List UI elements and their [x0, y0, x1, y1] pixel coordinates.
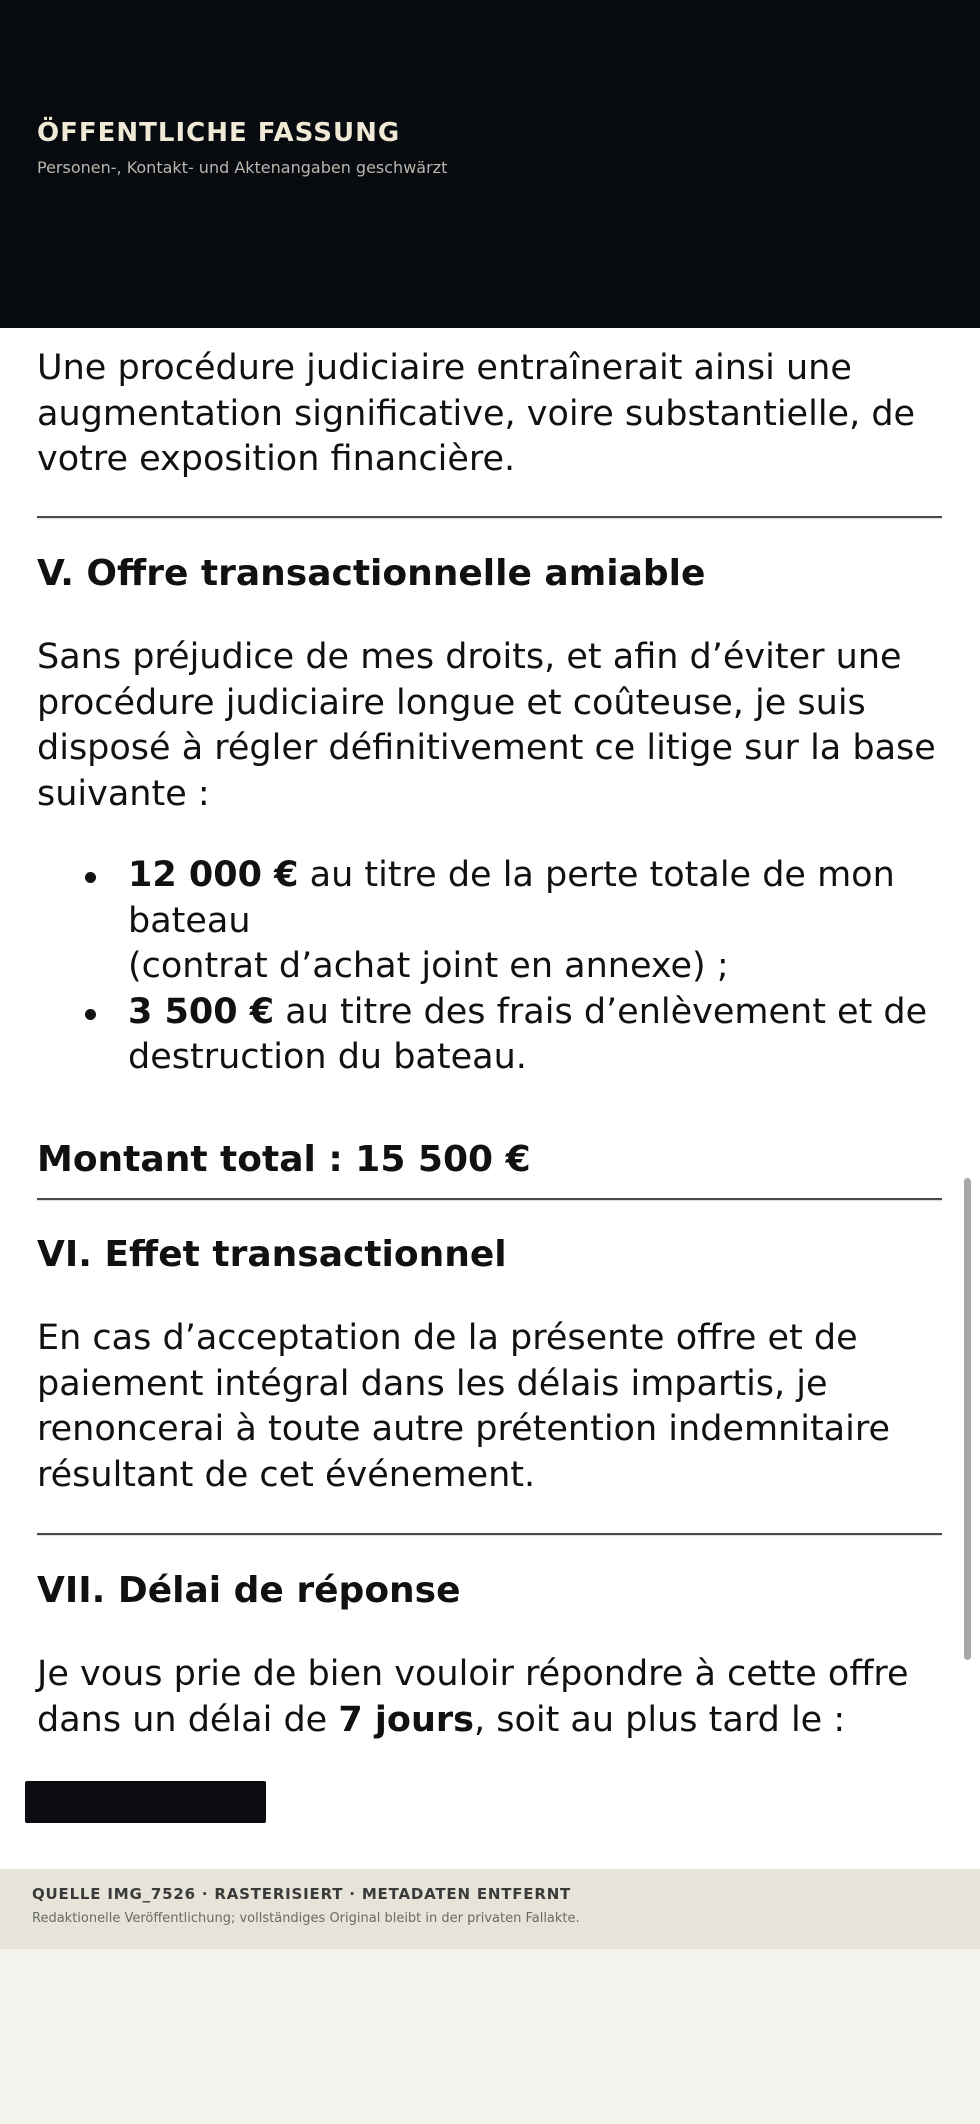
deadline-days: 7 jours — [338, 1699, 474, 1740]
item-amount: 12 000 € — [128, 855, 299, 895]
intro-paragraph: Une procédure judiciaire entraînerait ainsi une augmentation significative, voire substantielle, de votre exposition financière. — [37, 348, 916, 479]
redaction-block — [25, 1781, 266, 1823]
section-divider — [37, 1533, 942, 1535]
deadline-text-before: Je vous prie de bien vouloir répondre à cette offre dans un délai de — [37, 1654, 909, 1740]
section-6-heading: VI. Effet transactionnel — [37, 1234, 507, 1275]
total-amount: Montant total : 15 500 € — [37, 1139, 531, 1180]
document-page — [0, 328, 980, 1869]
section-5-heading: V. Offre transactionnelle amiable — [37, 553, 706, 594]
section-7-paragraph — [37, 1652, 942, 1743]
footer-subtitle: Redaktionelle Veröffentlichung; vollständiges Original bleibt in der privaten Fallakte. — [32, 1911, 580, 1926]
bullet-icon — [85, 872, 96, 883]
section-7-heading: VII. Délai de réponse — [37, 1570, 461, 1611]
section-divider — [37, 516, 942, 518]
source-footer — [0, 1869, 980, 1949]
list-item — [128, 990, 942, 1081]
scrollbar-thumb[interactable] — [964, 1178, 971, 1660]
item-amount: 3 500 € — [128, 991, 275, 1032]
footer-title: QUELLE IMG_7526 · RASTERISIERT · METADATEN ENTFERNT — [32, 1885, 572, 1903]
deadline-text-after: , soit au plus tard le : — [473, 1699, 846, 1740]
publication-header — [0, 0, 980, 328]
list-item — [128, 853, 942, 990]
header-title: ÖFFENTLICHE FASSUNG — [37, 118, 401, 148]
bullet-icon — [85, 1009, 96, 1020]
settlement-items-list — [37, 853, 942, 1081]
item-text: au titre de la perte totale de mon bateau — [128, 855, 895, 941]
section-5-paragraph: Sans préjudice de mes droits, et afin d’éviter une procédure judiciaire longue et coûteuse, je suis disposé à régler définitivement ce litige sur la base suivante : — [37, 637, 936, 814]
section-6-paragraph: En cas d’acceptation de la présente offre et de paiement intégral dans les délais impartis, je renoncerai à toute autre prétention indemnitaire résultant de cet événement. — [37, 1318, 890, 1495]
item-text-annex: (contrat d’achat joint en annexe) ; — [128, 946, 729, 986]
header-subtitle: Personen-, Kontakt- und Aktenangaben geschwärzt — [37, 158, 448, 177]
item-text: au titre des frais d’enlèvement et de destruction du bateau. — [128, 991, 928, 1077]
section-divider — [37, 1198, 942, 1200]
